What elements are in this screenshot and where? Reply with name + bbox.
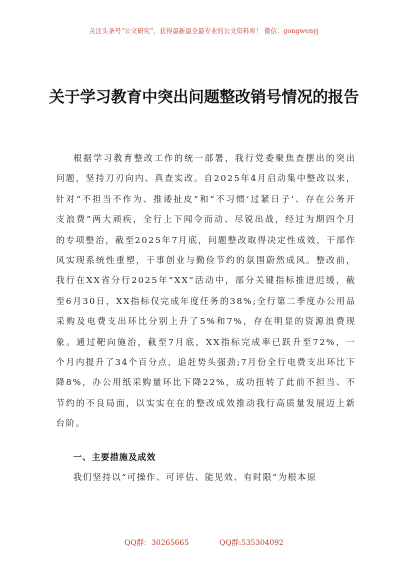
body-paragraph: 根据学习教育整改工作的统一部署，我行党委聚焦查摆出的突出问题，坚持刀刃向内、真查实改。自2025年4月启动集中整改以来，针对“不担当不作为、推诿扯皮”和“不习惯‘过紧日子’、存在公务开支浪费”两大顽疾，全行上下闻令而动、尽锐出战，经过为期四个月的专项整治，截至2025年7月底，问题整改取得决定性成效，干部作风实现系统性重塑，干事创业与勤俭节约的氛围蔚然成风。整改前，我行在XX省分行2025年“XX”活动中，部分关键指标推进迟缓，截至6月30日，XX指标仅完成年度任务的38%;全行第二季度办公用品采购及电费支出环比分别上升了5%和7%，存在明显的资源浪费现象。通过靶向施治，截至7月底，XX指标完成率已跃升至72%，一个月内提升了34个百分点，追赶势头强劲;7月份全行电费支出环比下降8%，办公用纸采购量环比下降22%，成功扭转了此前不担当、不节约的不良局面，以实实在在的整改成效推动我行高质量发展迈上新台阶。 [56, 154, 356, 430]
document-body [56, 149, 356, 435]
footer-qq-group-1: QQ群：30265665 [124, 538, 189, 547]
footer-banner [0, 537, 408, 548]
document-title: 关于学习教育中突出问题整改销号情况的报告 [48, 87, 359, 106]
section-heading: 一、主要措施及成效 [73, 453, 156, 463]
section-paragraph: 我们坚持以“可操作、可评估、能见效、有时限”为根本原 [73, 473, 317, 483]
footer-qq-group-2: QQ群:535304092 [219, 538, 284, 547]
header-banner: 关注头条号“公文研究”，获得最新最全最专业的公文资料库！ 微信：gongwenyj [89, 28, 319, 35]
